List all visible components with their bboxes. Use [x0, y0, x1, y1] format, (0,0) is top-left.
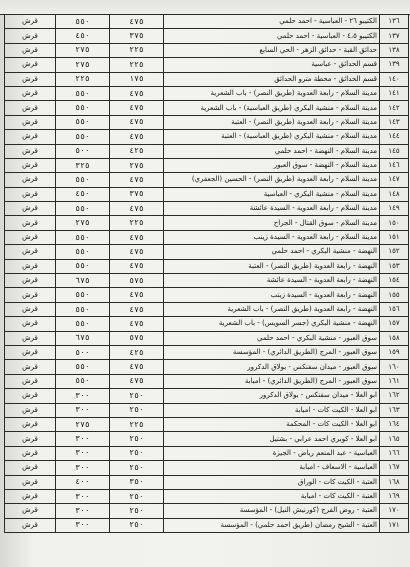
fare-table-body — [5, 15, 409, 533]
table-row — [5, 389, 409, 403]
currency-cell: قرش — [5, 360, 56, 374]
route-name-cell: النهضة - رابعة العدوية (طريق النصر) - العتبة — [164, 259, 380, 273]
fare-price-cell: ٤٧٥ — [110, 302, 164, 316]
route-name-cell: مدينة السلام - رابعة العدوية (طريق النصر) - باب الشعرية — [164, 86, 380, 100]
fare-price-cell: ٤٧٥ — [110, 101, 164, 115]
cropped-previous-row — [0, 0, 410, 15]
route-name-cell: سوق العبور - المرج (الطريق الدائري) - امبابة — [164, 374, 380, 388]
fare-price-cell: ٤٠٠ — [56, 475, 110, 489]
currency-cell: قرش — [5, 130, 56, 144]
currency-cell: قرش — [5, 317, 56, 331]
currency-cell: قرش — [5, 115, 56, 129]
currency-cell: قرش — [5, 403, 56, 417]
route-number-cell: ١٧٠ — [380, 504, 409, 518]
fare-price-cell: ٤٧٥ — [110, 245, 164, 259]
route-name-cell: ابو العلا - الكيت كات - امبابة — [164, 403, 380, 417]
fare-price-cell: ٥٥٠ — [56, 360, 110, 374]
currency-cell: قرش — [5, 446, 56, 460]
route-name-cell: مدينة السلام - منشية البكري (طريق العباسية) - العتبة — [164, 130, 380, 144]
fare-price-cell: ٢٥٠ — [110, 403, 164, 417]
route-number-cell: ١٧١ — [380, 518, 409, 532]
route-number-cell: ١٥٢ — [380, 245, 409, 259]
fare-price-cell: ٣٠٠ — [56, 389, 110, 403]
fare-price-cell: ٤٧٥ — [110, 317, 164, 331]
fare-price-cell: ٤٢٥ — [110, 144, 164, 158]
route-name-cell: العتبة - الكيت كات - امبابة — [164, 489, 380, 503]
route-name-cell: قسم الحدائق - عباسية — [164, 58, 380, 72]
fare-price-cell: ٢٢٥ — [110, 58, 164, 72]
currency-cell: قرش — [5, 274, 56, 288]
fare-price-cell: ٥٥٠ — [56, 86, 110, 100]
currency-cell: قرش — [5, 489, 56, 503]
table-row — [5, 43, 409, 57]
currency-cell: قرش — [5, 374, 56, 388]
fare-price-cell: ٤٧٥ — [110, 202, 164, 216]
route-number-cell: ١٦٥ — [380, 432, 409, 446]
route-number-cell: ١٤٤ — [380, 130, 409, 144]
route-number-cell: ١٣٨ — [380, 43, 409, 57]
route-name-cell: سوق العبور - المرج (الطريق الدائري) - المؤسسة — [164, 345, 380, 359]
route-number-cell: ١٦٣ — [380, 403, 409, 417]
table-row — [5, 417, 409, 431]
table-row — [5, 461, 409, 475]
currency-cell: قرش — [5, 345, 56, 359]
fare-price-cell: ٢٢٥ — [110, 43, 164, 57]
currency-cell: قرش — [5, 432, 56, 446]
fare-table — [4, 14, 409, 533]
fare-price-cell: ٢٧٥ — [56, 216, 110, 230]
route-name-cell: سوق العبور - منشية البكري - احمد حلمي — [164, 331, 380, 345]
fare-price-cell: ٦٧٥ — [56, 274, 110, 288]
route-number-cell: ١٦١ — [380, 374, 409, 388]
table-row — [5, 446, 409, 460]
fare-price-cell: ٥٥٠ — [56, 245, 110, 259]
fare-price-cell: ٥٥٠ — [56, 288, 110, 302]
route-number-cell: ١٥٥ — [380, 288, 409, 302]
table-row — [5, 360, 409, 374]
fare-price-cell: ١٧٥ — [110, 72, 164, 86]
route-name-cell: مدينة السلام - رابعة العدوية (طريق النصر) - الحسين (الجعفري) — [164, 173, 380, 187]
currency-cell: قرش — [5, 158, 56, 172]
table-row — [5, 86, 409, 100]
route-number-cell: ١٦٦ — [380, 446, 409, 460]
currency-cell: قرش — [5, 230, 56, 244]
table-row — [5, 317, 409, 331]
route-name-cell: مدينة السلام - منشية البكري - العباسية — [164, 187, 380, 201]
route-number-cell: ١٥٤ — [380, 274, 409, 288]
route-number-cell: ١٣٧ — [380, 29, 409, 43]
route-number-cell: ١٥٠ — [380, 216, 409, 230]
fare-price-cell: ٣٠٠ — [56, 518, 110, 532]
table-row — [5, 374, 409, 388]
fare-price-cell: ٤٥٠ — [56, 187, 110, 201]
fare-price-cell: ٥٥٠ — [56, 302, 110, 316]
currency-cell: قرش — [5, 288, 56, 302]
table-row — [5, 302, 409, 316]
route-number-cell: ١٥٣ — [380, 259, 409, 273]
table-row — [5, 115, 409, 129]
route-name-cell: سوق العبور - ميدان سفنكس - بولاق الدكرور — [164, 360, 380, 374]
table-row — [5, 331, 409, 345]
fare-price-cell: ٥٠٠ — [56, 345, 110, 359]
fare-price-cell: ٢٥٠ — [110, 504, 164, 518]
table-row — [5, 288, 409, 302]
route-number-cell: ١٥٦ — [380, 302, 409, 316]
fare-price-cell: ٣٠٠ — [56, 489, 110, 503]
route-number-cell: ١٦٠ — [380, 360, 409, 374]
route-name-cell: العباسية - عبد المنعم رياض - الجيزة — [164, 446, 380, 460]
fare-price-cell: ٢٥٠ — [110, 432, 164, 446]
currency-cell: قرش — [5, 101, 56, 115]
route-name-cell: ابو العلا - ميدان سفنكس - بولاق الدكرور — [164, 389, 380, 403]
route-name-cell: ابو العلا - كوبري احمد عرابي - بشتيل — [164, 432, 380, 446]
route-number-cell: ١٤٣ — [380, 115, 409, 129]
route-number-cell: ١٣٦ — [380, 15, 409, 29]
table-row — [5, 245, 409, 259]
currency-cell: قرش — [5, 72, 56, 86]
fare-price-cell: ٤٧٥ — [110, 374, 164, 388]
route-number-cell: ١٦٤ — [380, 417, 409, 431]
fare-price-cell: ٤٧٥ — [110, 259, 164, 273]
fare-price-cell: ٣٥٠ — [110, 475, 164, 489]
route-number-cell: ١٦٩ — [380, 489, 409, 503]
fare-price-cell: ٤٢٥ — [110, 345, 164, 359]
table-row — [5, 274, 409, 288]
route-name-cell: العباسية - الاسعاف - امبابة — [164, 461, 380, 475]
fare-price-cell: ٤٧٥ — [110, 288, 164, 302]
table-row — [5, 403, 409, 417]
route-name-cell: مدينة السلام - النهضة - سوق العبور — [164, 158, 380, 172]
currency-cell: قرش — [5, 504, 56, 518]
fare-price-cell: ٤٧٥ — [110, 115, 164, 129]
table-row — [5, 475, 409, 489]
route-name-cell: مدينة السلام - منشية البكري (طريق العباسية) - باب الشعرية — [164, 101, 380, 115]
route-number-cell: ١٥٩ — [380, 345, 409, 359]
currency-cell: قرش — [5, 417, 56, 431]
table-row — [5, 432, 409, 446]
fare-price-cell: ٢٥٠ — [110, 446, 164, 460]
fare-price-cell: ٤٧٥ — [110, 86, 164, 100]
table-row — [5, 230, 409, 244]
fare-price-cell: ٢٥٠ — [110, 389, 164, 403]
route-name-cell: العتبة - الكيت كات - الوراق — [164, 475, 380, 489]
route-number-cell: ١٥٨ — [380, 331, 409, 345]
fare-price-cell: ٢٢٥ — [110, 417, 164, 431]
fare-price-cell: ٣٠٠ — [56, 432, 110, 446]
fare-price-cell: ٢٢٥ — [56, 72, 110, 86]
route-name-cell: النهضة - رابعة العدوية - السيدة عائشة — [164, 274, 380, 288]
table-row — [5, 72, 409, 86]
fare-price-cell: ٥٥٠ — [56, 173, 110, 187]
table-row — [5, 144, 409, 158]
route-number-cell: ١٤٦ — [380, 158, 409, 172]
route-name-cell: مدينة السلام - النهضة - احمد حلمي — [164, 144, 380, 158]
fare-price-cell: ٣٧٥ — [110, 187, 164, 201]
currency-cell: قرش — [5, 461, 56, 475]
table-row — [5, 15, 409, 29]
fare-price-cell: ٤٥٠ — [56, 29, 110, 43]
currency-cell: قرش — [5, 245, 56, 259]
currency-cell: قرش — [5, 389, 56, 403]
fare-price-cell: ٥٥٠ — [56, 374, 110, 388]
route-name-cell: ابو العلا - الكيت كات - المحكمة — [164, 417, 380, 431]
fare-price-cell: ٢٧٥ — [56, 43, 110, 57]
fare-price-cell: ٤٧٥ — [110, 230, 164, 244]
route-name-cell: مدينة السلام - سوق القتال - الجراح — [164, 216, 380, 230]
table-row — [5, 187, 409, 201]
fare-price-cell: ٣٢٥ — [56, 158, 110, 172]
fare-price-cell: ٢٥٠ — [110, 489, 164, 503]
route-number-cell: ١٤٩ — [380, 202, 409, 216]
fare-price-cell: ٢٥٠ — [110, 461, 164, 475]
route-name-cell: النهضة - رابعة العدوية - السيدة زينب — [164, 288, 380, 302]
route-number-cell: ١٤٢ — [380, 101, 409, 115]
table-row — [5, 504, 409, 518]
route-number-cell: ١٥٧ — [380, 317, 409, 331]
table-row — [5, 259, 409, 273]
table-row — [5, 130, 409, 144]
table-row — [5, 58, 409, 72]
route-number-cell: ١٦٧ — [380, 461, 409, 475]
fare-price-cell: ٣٠٠ — [56, 446, 110, 460]
fare-price-cell: ٢٥٠ — [110, 518, 164, 532]
currency-cell: قرش — [5, 15, 56, 29]
currency-cell: قرش — [5, 173, 56, 187]
fare-price-cell: ٣٧٥ — [110, 29, 164, 43]
fare-price-cell: ٢٧٥ — [110, 158, 164, 172]
table-row — [5, 518, 409, 532]
fare-price-cell: ٣٠٠ — [56, 504, 110, 518]
route-name-cell: النهضة - منشية البكري - احمد حلمي — [164, 245, 380, 259]
route-number-cell: ١٤٠ — [380, 72, 409, 86]
fare-price-cell: ٢٢٥ — [110, 216, 164, 230]
currency-cell: قرش — [5, 518, 56, 532]
fare-price-cell: ٥٠٠ — [56, 144, 110, 158]
table-row — [5, 345, 409, 359]
fare-price-cell: ٥٥٠ — [56, 317, 110, 331]
fare-price-cell: ٤٧٥ — [110, 130, 164, 144]
table-row — [5, 173, 409, 187]
fare-price-cell: ٥٧٥ — [110, 274, 164, 288]
currency-cell: قرش — [5, 475, 56, 489]
route-name-cell: الكتيبو ٢٦ - العباسية - احمد حلمي — [164, 15, 380, 29]
table-row — [5, 202, 409, 216]
fare-price-cell: ٥٥٠ — [56, 202, 110, 216]
fare-price-cell: ٥٥٠ — [56, 230, 110, 244]
fare-price-cell: ٢٧٥ — [56, 58, 110, 72]
currency-cell: قرش — [5, 29, 56, 43]
route-name-cell: قسم الحدائق - محطة مترو الحدائق — [164, 72, 380, 86]
currency-cell: قرش — [5, 43, 56, 57]
table-row — [5, 489, 409, 503]
table-row — [5, 216, 409, 230]
route-name-cell: النهضة - رابعة العدوية (طريق النصر) - باب الشعرية — [164, 302, 380, 316]
route-name-cell: مدينة السلام - رابعة العدوية - السيدة زينب — [164, 230, 380, 244]
route-number-cell: ١٤٨ — [380, 187, 409, 201]
route-name-cell: الكتيبو ٤،٥ - العباسية - احمد حلمي — [164, 29, 380, 43]
fare-price-cell: ٣٠٠ — [56, 403, 110, 417]
currency-cell: قرش — [5, 144, 56, 158]
currency-cell: قرش — [5, 216, 56, 230]
fare-price-cell: ٥٥٠ — [56, 130, 110, 144]
table-row — [5, 29, 409, 43]
fare-price-cell: ٤٧٥ — [110, 15, 164, 29]
fare-price-cell: ٦٧٥ — [56, 331, 110, 345]
route-name-cell: مدينة السلام - رابعة العدوية (طريق النصر) - العتبة — [164, 115, 380, 129]
currency-cell: قرش — [5, 187, 56, 201]
route-number-cell: ١٣٩ — [380, 58, 409, 72]
fare-price-cell: ٥٥٠ — [56, 115, 110, 129]
fare-price-cell: ٣٠٠ — [56, 461, 110, 475]
currency-cell: قرش — [5, 331, 56, 345]
fare-price-cell: ٥٥٠ — [56, 15, 110, 29]
fare-price-cell: ٥٥٠ — [56, 259, 110, 273]
route-name-cell: حدائق القبة - حدائق الزهر - الحي السابع — [164, 43, 380, 57]
fare-price-cell: ٥٥٠ — [56, 101, 110, 115]
route-name-cell: مدينة السلام - رابعة العدوية - السيدة عائشة — [164, 202, 380, 216]
currency-cell: قرش — [5, 86, 56, 100]
fare-price-cell: ٢٧٥ — [56, 417, 110, 431]
route-number-cell: ١٤١ — [380, 86, 409, 100]
currency-cell: قرش — [5, 202, 56, 216]
currency-cell: قرش — [5, 302, 56, 316]
currency-cell: قرش — [5, 259, 56, 273]
route-number-cell: ١٦٨ — [380, 475, 409, 489]
route-name-cell: العتبة - الشيخ رمضان (طريق احمد حلمي) - المؤسسة — [164, 518, 380, 532]
route-name-cell: النهضة - منشية البكري (جسر السويس) - باب الشعرية — [164, 317, 380, 331]
table-row — [5, 101, 409, 115]
route-number-cell: ١٥١ — [380, 230, 409, 244]
fare-price-cell: ٤٧٥ — [110, 360, 164, 374]
fare-price-cell: ٥٧٥ — [110, 331, 164, 345]
route-name-cell: العتبة - روض الفرج (كورنيش النيل) - المؤسسة — [164, 504, 380, 518]
route-number-cell: ١٤٧ — [380, 173, 409, 187]
fare-price-cell: ٤٧٥ — [110, 173, 164, 187]
route-number-cell: ١٤٥ — [380, 144, 409, 158]
route-number-cell: ١٦٢ — [380, 389, 409, 403]
currency-cell: قرش — [5, 58, 56, 72]
table-row — [5, 158, 409, 172]
